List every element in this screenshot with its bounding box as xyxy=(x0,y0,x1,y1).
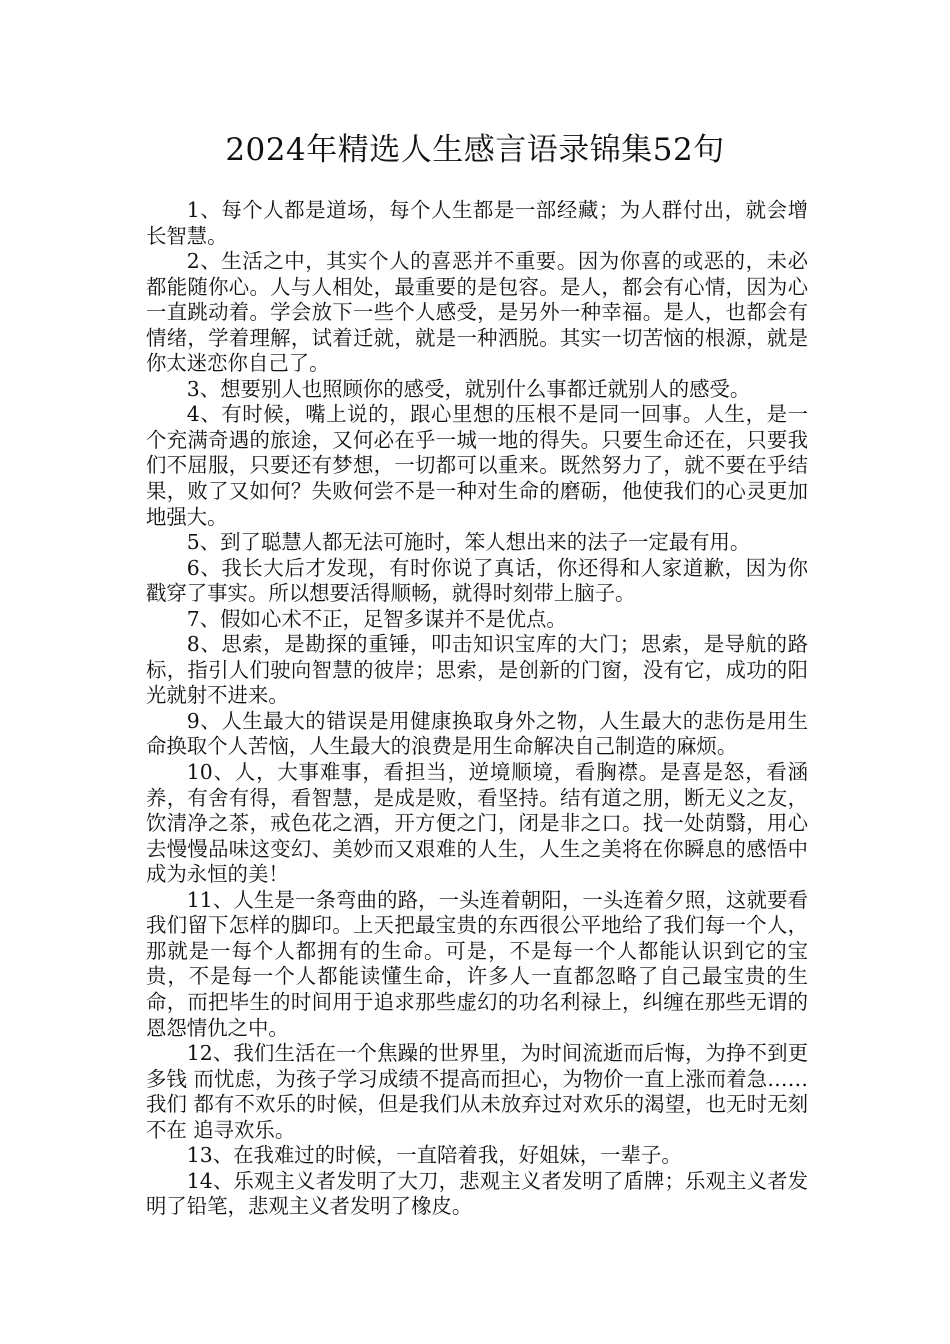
quote-paragraph: 2、生活之中，其实个人的喜恶并不重要。因为你喜的或恶的，未必都能随你心。人与人相处，最重要的是包容。是人，都会有心情，因为心一直跳动着。学会放下一些个人感受，是另外一种幸福。是人，也都会有情绪，学着理解，试着迁就，就是一种洒脱。其实一切苦恼的根源，就是你太迷恋你自己了。 xyxy=(146,249,808,376)
document-title: 2024年精选人生感言语录锦集52句 xyxy=(225,132,725,168)
quote-paragraph: 8、思索，是勘探的重锤，叩击知识宝库的大门；思索，是导航的路标，指引人们驶向智慧的彼岸；思索，是创新的门窗，没有它，成功的阳光就射不进来。 xyxy=(146,632,808,708)
quote-paragraph: 10、人，大事难事，看担当，逆境顺境，看胸襟。是喜是怒，看涵养，有舍有得，看智慧，是成是败，看坚持。结有道之朋，断无义之友，饮清净之茶，戒色花之酒，开方便之门，闭是非之口。找一处荫翳，用心去慢慢品味这变幻、美妙而又艰难的人生，人生之美将在你瞬息的感悟中成为永恒的美！ xyxy=(146,760,808,887)
quote-paragraph: 4、有时候，嘴上说的，跟心里想的压根不是同一回事。人生，是一个充满奇遇的旅途，又何必在乎一城一地的得失。只要生命还在，只要我们不屈服，只要还有梦想，一切都可以重来。既然努力了，就不要在乎结果，败了又如何？失败何尝不是一种对生命的磨砺，他使我们的心灵更加地强大。 xyxy=(146,402,808,529)
quote-paragraph: 11、人生是一条弯曲的路，一头连着朝阳，一头连着夕照，这就要看我们留下怎样的脚印。上天把最宝贵的东西很公平地给了我们每一个人，那就是一每个人都拥有的生命。可是，不是每一个人都能认识到它的宝贵，不是每一个人都能读懂生命，许多人一直都忽略了自己最宝贵的生命，而把毕生的时间用于追求那些虚幻的功名利禄上，纠缠在那些无谓的恩怨情仇之中。 xyxy=(146,887,808,1040)
quote-paragraph: 1、每个人都是道场，每个人生都是一部经藏；为人群付出，就会增长智慧。 xyxy=(146,198,808,248)
quote-paragraph: 7、假如心术不正，足智多谋并不是优点。 xyxy=(186,606,567,631)
document-body xyxy=(146,198,808,1220)
quote-paragraph: 3、想要别人也照顾你的感受，就别什么事都迁就别人的感受。 xyxy=(186,376,751,401)
quote-paragraph: 5、到了聪慧人都无法可施时，笨人想出来的法子一定最有用。 xyxy=(186,530,751,555)
quote-paragraph: 9、人生最大的错误是用健康换取身外之物，人生最大的悲伤是用生命换取个人苦恼，人生最大的浪费是用生命解决自己制造的麻烦。 xyxy=(146,708,808,759)
quote-paragraph: 6、我长大后才发现，有时你说了真话，你还得和人家道歉，因为你戳穿了事实。所以想要活得顺畅，就得时刻带上脑子。 xyxy=(146,555,808,606)
quote-paragraph: 13、在我难过的时候，一直陪着我，好姐妹，一辈子。 xyxy=(186,1143,682,1168)
quote-paragraph: 14、乐观主义者发明了大刀，悲观主义者发明了盾牌；乐观主义者发明了铅笔，悲观主义者发明了橡皮。 xyxy=(146,1168,808,1219)
quote-paragraph: 12、我们生活在一个焦躁的世界里，为时间流逝而后悔，为挣不到更多钱 而忧虑，为孩子学习成绩不提高而担心，为物价一直上涨而着急……我们 都有不欢乐的时候，但是我们从未放弃过对欢乐的渴望，也无时无刻不在 追寻欢乐。 xyxy=(146,1041,808,1142)
